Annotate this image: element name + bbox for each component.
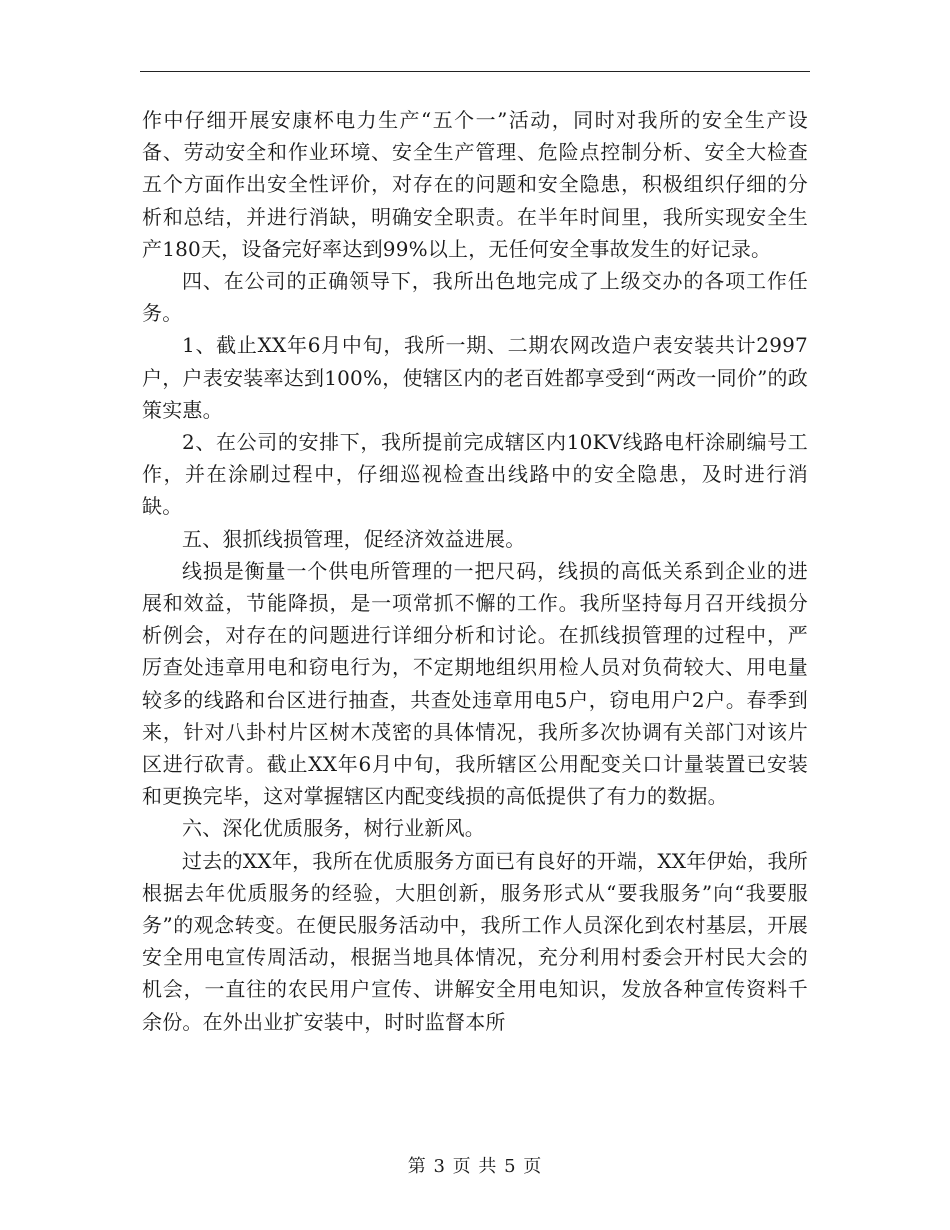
section-heading: 五、狠抓线损管理，促经济效益进展。: [182, 526, 526, 551]
paragraph: 过去的XX年，我所在优质服务方面已有良好的开端，XX年伊始，我所根据去年优质服务的经验，大胆创新，服务形式从“要我服务”向“我要服务”的观念转变。在便民服务活动中，我所工作人员深化到农村基层，开展安全用电宣传周活动，根据当地具体情况，充分利用村委会开村民大会的机会，一直往的农民用户宣传、讲解安全用电知识，发放各种宣传资料千余份。在外出业扩安装中，时时监督本所: [142, 848, 808, 1034]
paragraph: 1、截止XX年6月中旬，我所一期、二期农网改造户表安装共计2997户，户表安装率达到100%，使辖区内的老百姓都享受到“两改一同价”的政策实惠。: [142, 333, 808, 422]
paragraph: 线损是衡量一个供电所管理的一把尺码，线损的高低关系到企业的进展和效益，节能降损，是一项常抓不懈的工作。我所坚持每月召开线损分析例会，对存在的问题进行详细分析和讨论。在抓线损管理的过程中，严厉查处违章用电和窃电行为，不定期地组织用检人员对负荷较大、用电量较多的线路和台区进行抽查，共查处违章用电5户，窃电用户2户。春季到来，针对八卦村片区树木茂密的具体情况，我所多次协调有关部门对该片区进行砍青。截止XX年6月中旬，我所辖区公用配变关口计量装置已安装和更换完毕，这对掌握辖区内配变线损的高低提供了有力的数据。: [142, 558, 808, 809]
paragraph: 作中仔细开展安康杯电力生产“五个一”活动，同时对我所的安全生产设备、劳动安全和作业环境、安全生产管理、危险点控制分析、安全大检查五个方面作出安全性评价，对存在的问题和安全隐患，积极组织仔细的分析和总结，并进行消缺，明确安全职责。在半年时间里，我所实现安全生产180天，设备完好率达到99%以上，无任何安全事故发生的好记录。: [142, 108, 808, 261]
header-rule: [140, 71, 810, 72]
document-body: [142, 104, 808, 1038]
paragraph: 2、在公司的安排下，我所提前完成辖区内10KV线路电杆涂刷编号工作，并在涂刷过程中，仔细巡视检查出线路中的安全隐患，及时进行消缺。: [142, 430, 808, 519]
paragraph: 四、在公司的正确领导下，我所出色地完成了上级交办的各项工作任务。: [142, 269, 808, 326]
page-number-footer: 第 3 页 共 5 页: [407, 1156, 543, 1177]
section-heading: 六、深化优质服务，树行业新风。: [182, 816, 485, 841]
